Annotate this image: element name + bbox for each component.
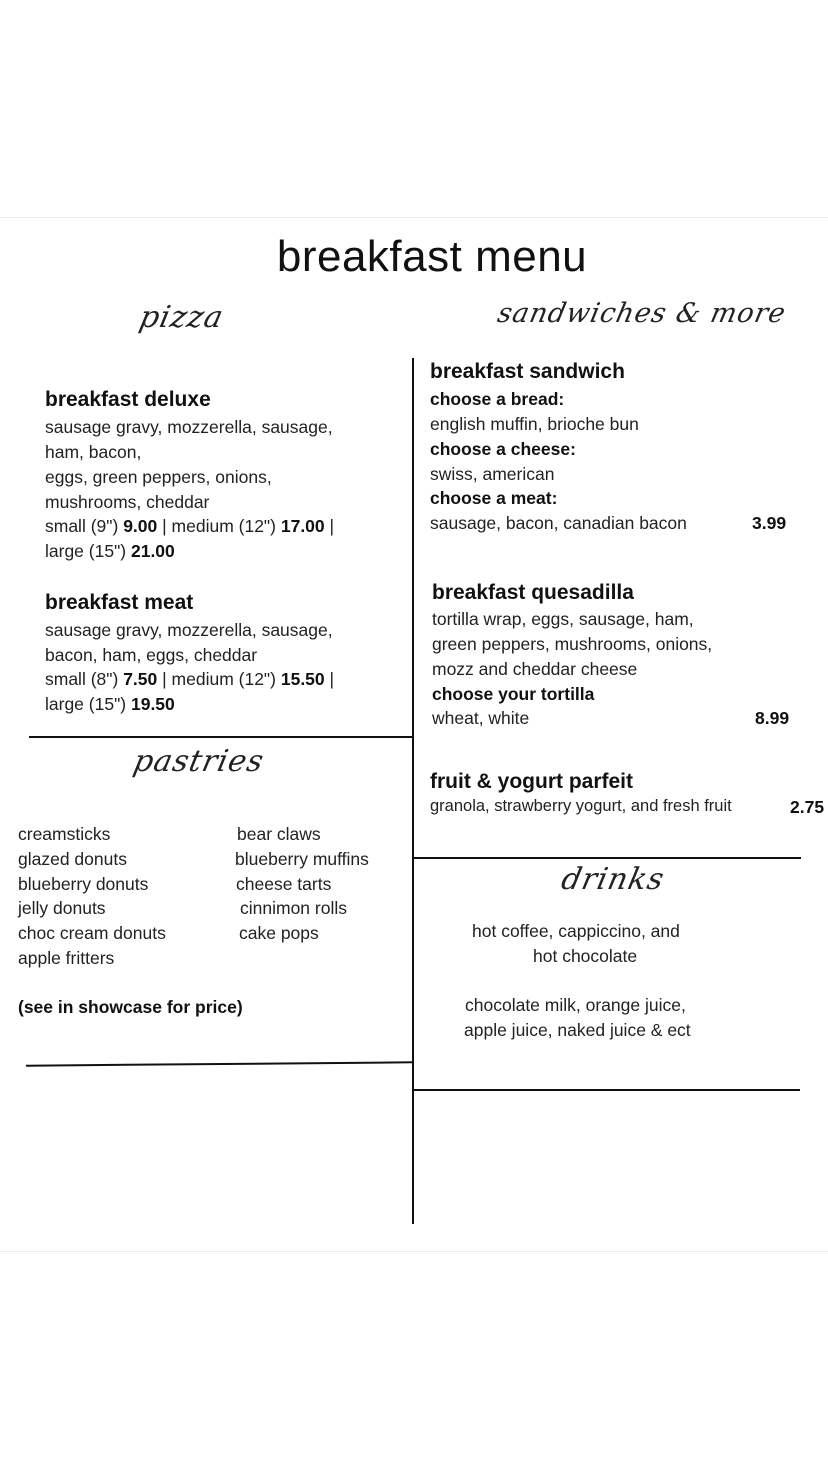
item-description-line: mozz and cheddar cheese [432, 659, 638, 679]
pizza-heading: pizza [136, 300, 228, 335]
list-item: choc cream donuts [18, 923, 166, 943]
size-price: 7.50 [123, 669, 158, 689]
size-price: 19.50 [130, 694, 175, 714]
drinks-heading: drinks [558, 862, 668, 897]
item-title: breakfast deluxe [45, 388, 211, 411]
item-title: breakfast sandwich [430, 360, 625, 383]
size-price: 15.50 [280, 669, 325, 689]
sandwiches-heading: sandwiches & more [494, 298, 789, 329]
list-item: cake pops [239, 923, 319, 943]
drink-line: hot chocolate [533, 946, 638, 966]
size-price-line [45, 516, 334, 537]
size-price-line [45, 541, 175, 562]
option-values: wheat, white [432, 708, 530, 728]
item-description-line: tortilla wrap, eggs, sausage, ham, [432, 609, 694, 629]
item-title: fruit & yogurt parfeit [430, 770, 633, 793]
item-description: granola, strawberry yogurt, and fresh fruit [430, 797, 732, 815]
list-item: glazed donuts [18, 849, 127, 869]
size-label: small (9") [45, 516, 119, 536]
size-label: | medium (12") [162, 669, 276, 689]
size-label: large (15") [45, 541, 127, 561]
option-label: choose your tortilla [432, 684, 595, 704]
item-price: 8.99 [755, 708, 790, 728]
top-page-edge [0, 217, 828, 218]
item-description-line: ham, bacon, [45, 442, 142, 462]
item-description-line: eggs, green peppers, onions, [45, 467, 272, 487]
item-description-line: green peppers, mushrooms, onions, [432, 634, 713, 654]
size-label: | medium (12") [162, 516, 276, 536]
size-label: small (8") [45, 669, 119, 689]
sandwiches-drinks-divider [414, 857, 801, 859]
size-label: large (15") [45, 694, 127, 714]
drink-line: chocolate milk, orange juice, [465, 995, 686, 1015]
option-label: choose a cheese: [430, 439, 576, 459]
center-divider [412, 358, 414, 1224]
item-price: 3.99 [752, 513, 787, 533]
list-item: creamsticks [18, 824, 111, 844]
bottom-page-edge [0, 1251, 828, 1252]
option-values: swiss, american [430, 464, 555, 484]
list-item: jelly donuts [18, 898, 106, 918]
menu-title: breakfast menu [276, 232, 588, 281]
size-separator: | [329, 669, 335, 689]
drinks-bottom-divider [414, 1089, 800, 1091]
item-description-line: sausage gravy, mozzerella, sausage, [45, 620, 333, 640]
option-label: choose a meat: [430, 488, 558, 508]
size-price: 21.00 [130, 541, 175, 561]
drink-line: hot coffee, cappiccino, and [472, 921, 680, 941]
size-separator: | [329, 516, 335, 536]
item-price: 2.75 [790, 797, 825, 817]
pizza-pastries-divider [29, 736, 413, 738]
option-values: sausage, bacon, canadian bacon [430, 513, 687, 533]
list-item: blueberry muffins [235, 849, 369, 869]
item-title: breakfast meat [45, 591, 194, 614]
list-item: blueberry donuts [18, 874, 149, 894]
pastries-bottom-divider [26, 1061, 413, 1066]
list-item: cinnimon rolls [240, 898, 347, 918]
option-label: choose a bread: [430, 389, 565, 409]
size-price: 9.00 [123, 516, 158, 536]
size-price-line [45, 694, 175, 715]
item-description-line: sausage gravy, mozzerella, sausage, [45, 417, 333, 437]
size-price-line [45, 669, 334, 690]
list-item: cheese tarts [236, 874, 332, 894]
list-item: apple fritters [18, 948, 115, 968]
item-description-line: bacon, ham, eggs, cheddar [45, 645, 258, 665]
item-description-line: mushrooms, cheddar [45, 492, 210, 512]
list-item: bear claws [237, 824, 321, 844]
option-values: english muffin, brioche bun [430, 414, 639, 434]
drink-line: apple juice, naked juice & ect [464, 1020, 691, 1040]
item-title: breakfast quesadilla [432, 581, 634, 604]
pastries-heading: pastries [130, 744, 268, 779]
size-price: 17.00 [280, 516, 325, 536]
pastries-price-note: (see in showcase for price) [18, 997, 243, 1017]
